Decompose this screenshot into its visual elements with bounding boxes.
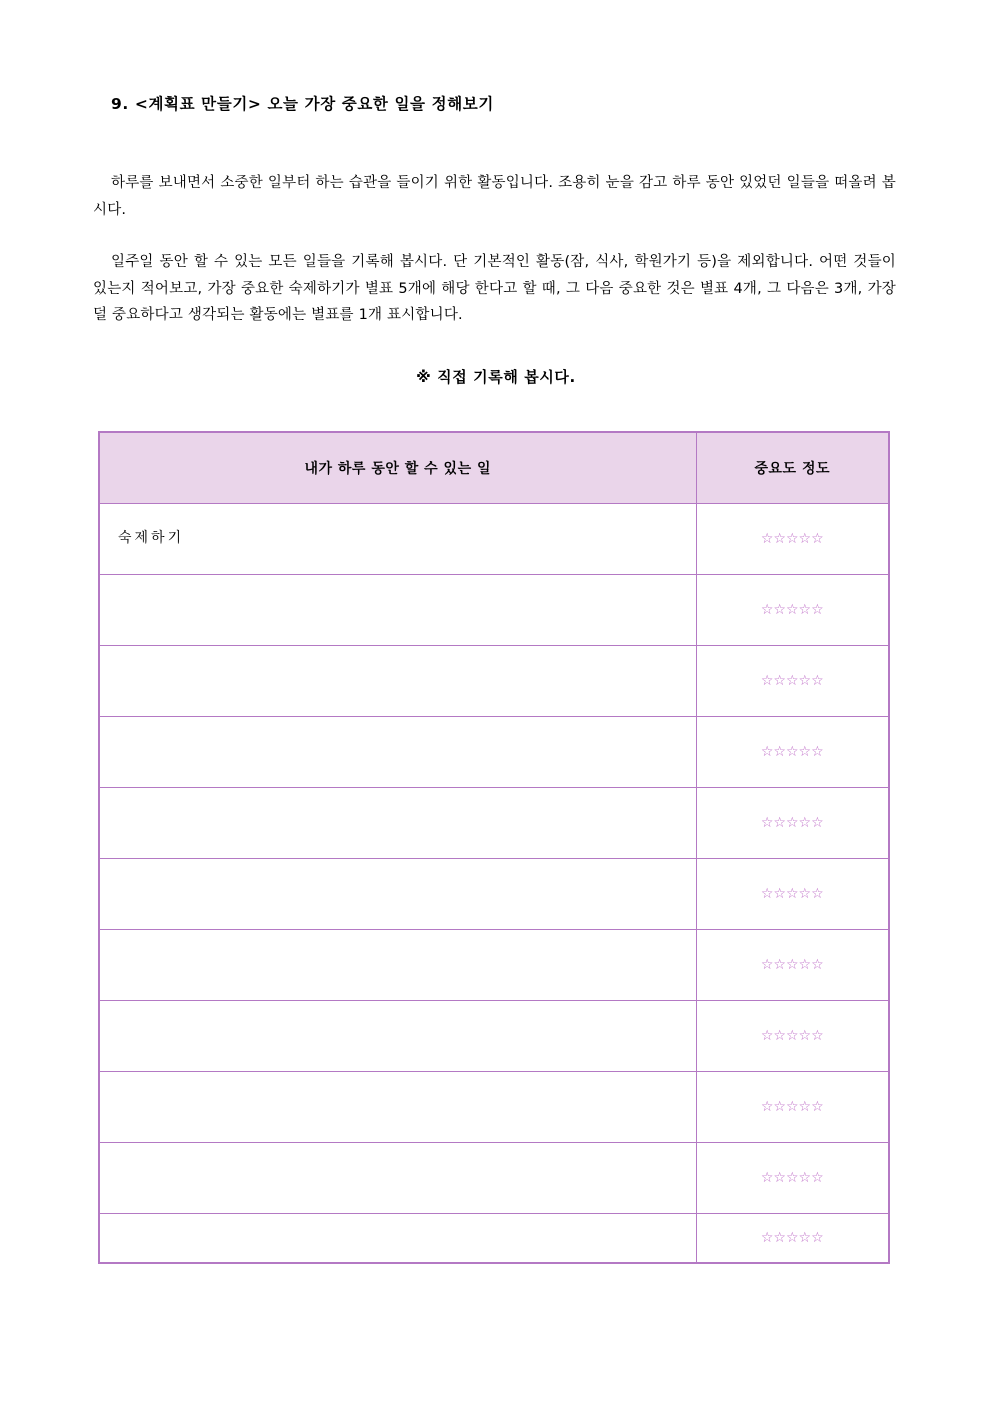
table-header-row bbox=[99, 432, 889, 504]
record-note: ※ 직접 기록해 봅시다. bbox=[416, 368, 576, 386]
task-cell[interactable] bbox=[99, 504, 696, 575]
importance-stars[interactable]: ☆☆☆☆☆ bbox=[696, 788, 889, 859]
importance-stars[interactable]: ☆☆☆☆☆ bbox=[696, 1001, 889, 1072]
task-cell[interactable] bbox=[99, 646, 696, 717]
table-row bbox=[99, 930, 889, 1001]
importance-stars[interactable]: ☆☆☆☆☆ bbox=[696, 646, 889, 717]
header-importance: 중요도 정도 bbox=[696, 432, 889, 504]
task-cell[interactable] bbox=[99, 859, 696, 930]
task-cell[interactable] bbox=[99, 1072, 696, 1143]
task-cell[interactable] bbox=[99, 1001, 696, 1072]
importance-stars[interactable]: ☆☆☆☆☆ bbox=[696, 504, 889, 575]
table-row bbox=[99, 646, 889, 717]
task-cell[interactable] bbox=[99, 930, 696, 1001]
importance-stars[interactable]: ☆☆☆☆☆ bbox=[696, 930, 889, 1001]
importance-stars[interactable]: ☆☆☆☆☆ bbox=[696, 859, 889, 930]
importance-stars[interactable]: ☆☆☆☆☆ bbox=[696, 1143, 889, 1214]
section-title: 9. <계획표 만들기> 오늘 가장 중요한 일을 정해보기 bbox=[111, 95, 494, 113]
importance-stars[interactable]: ☆☆☆☆☆ bbox=[696, 1214, 889, 1264]
importance-stars[interactable]: ☆☆☆☆☆ bbox=[696, 575, 889, 646]
table-row bbox=[99, 504, 889, 575]
table-row bbox=[99, 717, 889, 788]
importance-stars[interactable]: ☆☆☆☆☆ bbox=[696, 717, 889, 788]
task-cell[interactable] bbox=[99, 788, 696, 859]
intro-paragraph: 하루를 보내면서 소중한 일부터 하는 습관을 들이기 위한 활동입니다. 조용히 눈을 감고 하루 동안 있었던 일들을 떠올려 봅시다. bbox=[93, 175, 896, 218]
table-row bbox=[99, 575, 889, 646]
task-cell[interactable] bbox=[99, 1214, 696, 1264]
task-cell[interactable] bbox=[99, 1143, 696, 1214]
task-cell[interactable] bbox=[99, 717, 696, 788]
task-cell[interactable] bbox=[99, 575, 696, 646]
instruction-paragraph: 일주일 동안 할 수 있는 모든 일들을 기록해 봅시다. 단 기본적인 활동(잠, 식사, 학원가기 등)을 제외합니다. 어떤 것들이 있는지 적어보고, 가장 중요한 숙제하기가 별표 5개에 해당 한다고 할 때, 그 다음 중요한 것은 별표 4개, 그 다음은 3개, 가장 덜 중요하다고 생각되는 활동에는 별표를 1개 표시합니다. bbox=[93, 254, 896, 323]
table-row bbox=[99, 788, 889, 859]
header-task: 내가 하루 동안 할 수 있는 일 bbox=[99, 432, 696, 504]
importance-stars[interactable]: ☆☆☆☆☆ bbox=[696, 1072, 889, 1143]
table-row bbox=[99, 1001, 889, 1072]
table-row bbox=[99, 1072, 889, 1143]
plan-table bbox=[98, 431, 890, 1264]
table-row bbox=[99, 1143, 889, 1214]
table-row bbox=[99, 859, 889, 930]
table-row bbox=[99, 1214, 889, 1264]
task-text: 숙제하기 bbox=[118, 530, 185, 546]
